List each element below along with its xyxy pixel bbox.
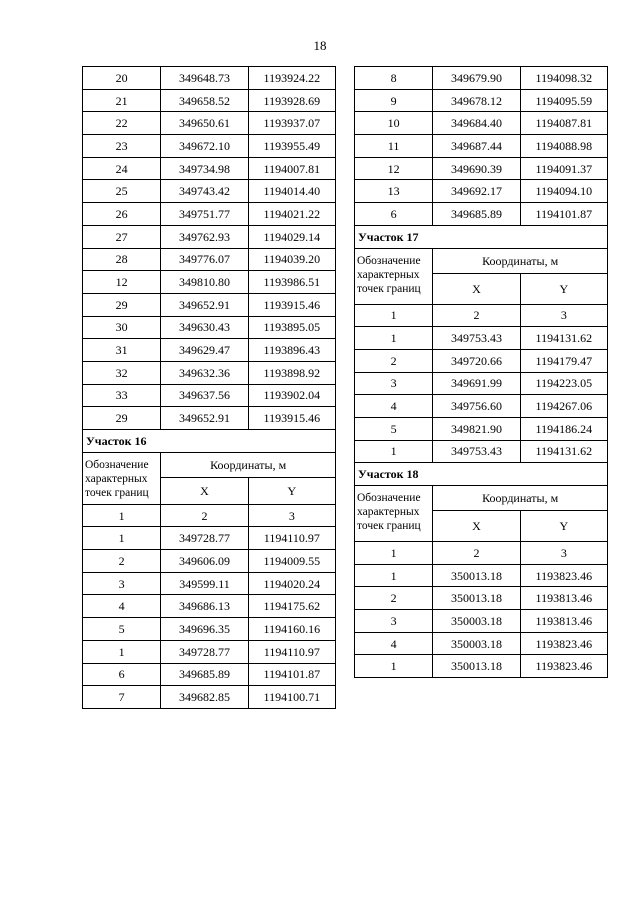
x-coordinate-cell: 349678.12	[433, 89, 520, 112]
point-number-cell: 27	[83, 225, 161, 248]
point-number-cell: 13	[355, 180, 433, 203]
table-row	[83, 339, 336, 362]
column-number-row	[83, 504, 336, 527]
x-header: X	[433, 511, 520, 542]
point-number-cell: 7	[83, 686, 161, 709]
point-number-cell: 29	[83, 407, 161, 430]
table-row	[83, 135, 336, 158]
x-coordinate-cell: 349743.42	[161, 180, 248, 203]
y-coordinate-cell: 1194020.24	[248, 572, 335, 595]
point-number-cell: 11	[355, 135, 433, 158]
point-number-cell: 2	[355, 349, 433, 372]
table-row	[355, 564, 608, 587]
y-coordinate-cell: 1194094.10	[520, 180, 607, 203]
table-row	[355, 157, 608, 180]
section-18-rows	[355, 564, 608, 677]
table-row	[355, 327, 608, 350]
column-number-row	[355, 304, 608, 327]
x-coordinate-cell: 349753.43	[433, 327, 520, 350]
y-coordinate-cell: 1194101.87	[520, 203, 607, 226]
column-number-row	[355, 542, 608, 565]
y-coordinate-cell: 1194021.22	[248, 203, 335, 226]
point-number-cell: 12	[355, 157, 433, 180]
y-coordinate-cell: 1193823.46	[520, 564, 607, 587]
y-coordinate-cell: 1194088.98	[520, 135, 607, 158]
x-coordinate-cell: 349753.43	[433, 440, 520, 463]
section-title-row	[355, 225, 608, 248]
y-coordinate-cell: 1194175.62	[248, 595, 335, 618]
section-18	[355, 463, 608, 564]
y-coordinate-cell: 1193955.49	[248, 135, 335, 158]
table-row	[83, 407, 336, 430]
point-number-cell: 4	[355, 395, 433, 418]
column-number: 1	[83, 504, 161, 527]
y-coordinate-cell: 1193915.46	[248, 293, 335, 316]
x-coordinate-cell: 349599.11	[161, 572, 248, 595]
point-number-cell: 1	[83, 640, 161, 663]
right-column	[354, 66, 608, 678]
header-row	[83, 452, 336, 477]
y-coordinate-cell: 1193915.46	[248, 407, 335, 430]
point-number-cell: 1	[355, 327, 433, 350]
x-coordinate-cell: 350003.18	[433, 610, 520, 633]
table-row	[83, 271, 336, 294]
x-coordinate-cell: 349690.39	[433, 157, 520, 180]
x-coordinate-cell: 349728.77	[161, 527, 248, 550]
table-row	[83, 384, 336, 407]
y-coordinate-cell: 1193813.46	[520, 610, 607, 633]
column-number: 3	[520, 304, 607, 327]
x-coordinate-cell: 349679.90	[433, 67, 520, 90]
header-row	[355, 486, 608, 511]
left-column	[82, 66, 336, 709]
x-coordinate-cell: 349652.91	[161, 407, 248, 430]
column-number: 3	[248, 504, 335, 527]
point-number-cell: 6	[83, 663, 161, 686]
coordinates-table-left	[82, 66, 336, 709]
table-row	[83, 180, 336, 203]
y-coordinate-cell: 1194131.62	[520, 327, 607, 350]
x-coordinate-cell: 349630.43	[161, 316, 248, 339]
table-row	[83, 550, 336, 573]
table-row	[83, 316, 336, 339]
y-coordinate-cell: 1193986.51	[248, 271, 335, 294]
point-number-cell: 31	[83, 339, 161, 362]
y-coordinate-cell: 1194223.05	[520, 372, 607, 395]
y-coordinate-cell: 1194087.81	[520, 112, 607, 135]
point-number-cell: 1	[355, 655, 433, 678]
column-number: 2	[161, 504, 248, 527]
x-coordinate-cell: 350013.18	[433, 564, 520, 587]
table-row	[355, 417, 608, 440]
column-number: 2	[433, 304, 520, 327]
designation-header: Обозначение характерных точек границ	[355, 248, 433, 304]
y-coordinate-cell: 1193813.46	[520, 587, 607, 610]
y-header: Y	[248, 477, 335, 504]
table-row	[355, 372, 608, 395]
x-coordinate-cell: 350013.18	[433, 655, 520, 678]
table-row	[355, 135, 608, 158]
x-coordinate-cell: 349728.77	[161, 640, 248, 663]
table-row	[355, 67, 608, 90]
y-coordinate-cell: 1194007.81	[248, 157, 335, 180]
x-coordinate-cell: 349606.09	[161, 550, 248, 573]
point-number-cell: 3	[355, 610, 433, 633]
x-coordinate-cell: 349696.35	[161, 618, 248, 641]
y-coordinate-cell: 1193928.69	[248, 89, 335, 112]
point-number-cell: 3	[355, 372, 433, 395]
point-number-cell: 22	[83, 112, 161, 135]
header-row	[355, 248, 608, 273]
table-row	[83, 361, 336, 384]
point-number-cell: 24	[83, 157, 161, 180]
section-16	[83, 430, 336, 527]
y-coordinate-cell: 1194014.40	[248, 180, 335, 203]
table-row	[83, 89, 336, 112]
y-coordinate-cell: 1193823.46	[520, 655, 607, 678]
table-row	[83, 595, 336, 618]
table-row	[355, 655, 608, 678]
point-number-cell: 21	[83, 89, 161, 112]
point-number-cell: 28	[83, 248, 161, 271]
point-number-cell: 4	[355, 632, 433, 655]
column-number: 3	[520, 542, 607, 565]
column-number: 1	[355, 304, 433, 327]
x-coordinate-cell: 349762.93	[161, 225, 248, 248]
y-coordinate-cell: 1194160.16	[248, 618, 335, 641]
table-row	[83, 663, 336, 686]
point-number-cell: 9	[355, 89, 433, 112]
y-coordinate-cell: 1194186.24	[520, 417, 607, 440]
x-coordinate-cell: 349629.47	[161, 339, 248, 362]
table-row	[83, 67, 336, 90]
point-number-cell: 23	[83, 135, 161, 158]
table-row	[83, 225, 336, 248]
designation-header: Обозначение характерных точек границ	[83, 452, 161, 504]
point-number-cell: 5	[355, 417, 433, 440]
x-coordinate-cell: 349751.77	[161, 203, 248, 226]
x-coordinate-cell: 349682.85	[161, 686, 248, 709]
section-17-rows	[355, 327, 608, 463]
coordinates-header: Координаты, м	[433, 486, 608, 511]
point-number-cell: 2	[355, 587, 433, 610]
point-number-cell: 25	[83, 180, 161, 203]
table-row	[355, 440, 608, 463]
y-coordinate-cell: 1194039.20	[248, 248, 335, 271]
point-number-cell: 12	[83, 271, 161, 294]
y-coordinate-cell: 1194091.37	[520, 157, 607, 180]
table-row	[355, 587, 608, 610]
y-coordinate-cell: 1194110.97	[248, 527, 335, 550]
x-coordinate-cell: 349720.66	[433, 349, 520, 372]
table-row	[355, 203, 608, 226]
y-coordinate-cell: 1193895.05	[248, 316, 335, 339]
table-row	[83, 527, 336, 550]
column-number: 2	[433, 542, 520, 565]
point-number-cell: 1	[83, 527, 161, 550]
x-coordinate-cell: 349734.98	[161, 157, 248, 180]
y-coordinate-cell: 1194098.32	[520, 67, 607, 90]
x-coordinate-cell: 349632.36	[161, 361, 248, 384]
x-coordinate-cell: 349658.52	[161, 89, 248, 112]
table-row	[83, 640, 336, 663]
point-number-cell: 2	[83, 550, 161, 573]
table-row	[83, 572, 336, 595]
column-number: 1	[355, 542, 433, 565]
coordinates-header: Координаты, м	[433, 248, 608, 273]
point-number-cell: 26	[83, 203, 161, 226]
x-coordinate-cell: 349691.99	[433, 372, 520, 395]
y-coordinate-cell: 1194095.59	[520, 89, 607, 112]
point-number-cell: 30	[83, 316, 161, 339]
table-row	[355, 89, 608, 112]
section-16-rows	[83, 527, 336, 709]
x-coordinate-cell: 349685.89	[433, 203, 520, 226]
table-row	[83, 248, 336, 271]
x-coordinate-cell: 349686.13	[161, 595, 248, 618]
x-coordinate-cell: 349684.40	[433, 112, 520, 135]
point-number-cell: 29	[83, 293, 161, 316]
point-number-cell: 32	[83, 361, 161, 384]
x-coordinate-cell: 349821.90	[433, 417, 520, 440]
table-row	[83, 293, 336, 316]
y-coordinate-cell: 1194131.62	[520, 440, 607, 463]
point-number-cell: 33	[83, 384, 161, 407]
table-row	[83, 618, 336, 641]
y-coordinate-cell: 1193902.04	[248, 384, 335, 407]
y-coordinate-cell: 1193937.07	[248, 112, 335, 135]
point-number-cell: 8	[355, 67, 433, 90]
table-row	[355, 112, 608, 135]
point-number-cell: 6	[355, 203, 433, 226]
y-coordinate-cell: 1194100.71	[248, 686, 335, 709]
page-number: 18	[313, 38, 327, 53]
section-17	[355, 225, 608, 326]
y-coordinate-cell: 1194110.97	[248, 640, 335, 663]
x-coordinate-cell: 349685.89	[161, 663, 248, 686]
x-coordinate-cell: 349652.91	[161, 293, 248, 316]
table-row	[83, 686, 336, 709]
section-title: Участок 18	[355, 463, 608, 486]
table-row	[355, 610, 608, 633]
point-number-cell: 4	[83, 595, 161, 618]
x-coordinate-cell: 349692.17	[433, 180, 520, 203]
point-number-cell: 20	[83, 67, 161, 90]
point-number-cell: 1	[355, 440, 433, 463]
x-coordinate-cell: 349672.10	[161, 135, 248, 158]
section-title-row	[83, 430, 336, 453]
x-header: X	[433, 273, 520, 304]
section-title: Участок 17	[355, 225, 608, 248]
point-number-cell: 1	[355, 564, 433, 587]
x-coordinate-cell: 349687.44	[433, 135, 520, 158]
point-number-cell: 10	[355, 112, 433, 135]
x-header: X	[161, 477, 248, 504]
y-coordinate-cell: 1193924.22	[248, 67, 335, 90]
table-row	[355, 395, 608, 418]
x-coordinate-cell: 349810.80	[161, 271, 248, 294]
x-coordinate-cell: 350003.18	[433, 632, 520, 655]
x-coordinate-cell: 349637.56	[161, 384, 248, 407]
table-row	[83, 157, 336, 180]
point-number-cell: 5	[83, 618, 161, 641]
x-coordinate-cell: 349650.61	[161, 112, 248, 135]
y-coordinate-cell: 1194179.47	[520, 349, 607, 372]
y-header: Y	[520, 273, 607, 304]
x-coordinate-cell: 349648.73	[161, 67, 248, 90]
y-coordinate-cell: 1193898.92	[248, 361, 335, 384]
section-title: Участок 16	[83, 430, 336, 453]
section-title-row	[355, 463, 608, 486]
coordinates-header: Координаты, м	[161, 452, 336, 477]
table-body-top-left	[83, 67, 336, 430]
table-row	[355, 349, 608, 372]
y-coordinate-cell: 1194029.14	[248, 225, 335, 248]
x-coordinate-cell: 349756.60	[433, 395, 520, 418]
table-row	[83, 203, 336, 226]
table-body-top-right	[355, 67, 608, 226]
y-coordinate-cell: 1193896.43	[248, 339, 335, 362]
coordinates-table-right	[354, 66, 608, 678]
designation-header: Обозначение характерных точек границ	[355, 486, 433, 542]
y-coordinate-cell: 1194009.55	[248, 550, 335, 573]
y-coordinate-cell: 1194267.06	[520, 395, 607, 418]
table-row	[355, 180, 608, 203]
table-row	[355, 632, 608, 655]
point-number-cell: 3	[83, 572, 161, 595]
y-coordinate-cell: 1194101.87	[248, 663, 335, 686]
x-coordinate-cell: 349776.07	[161, 248, 248, 271]
y-header: Y	[520, 511, 607, 542]
table-row	[83, 112, 336, 135]
x-coordinate-cell: 350013.18	[433, 587, 520, 610]
y-coordinate-cell: 1193823.46	[520, 632, 607, 655]
